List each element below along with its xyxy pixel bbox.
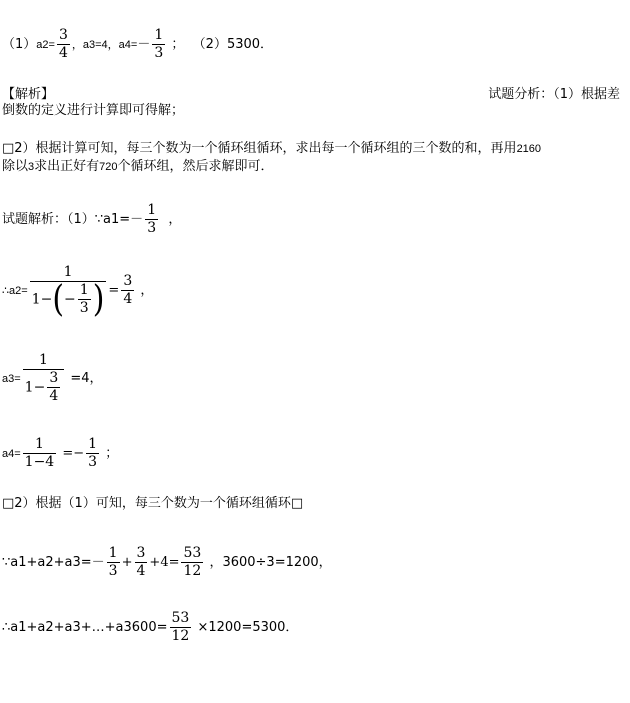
final-numerator: 53	[171, 610, 190, 626]
sum-f1-denominator: 3	[108, 563, 118, 579]
sum-plus: +	[121, 555, 133, 570]
sum-f2-numerator: 3	[136, 545, 146, 561]
sum-tail: ，3600÷3=1200，	[209, 555, 332, 570]
analysis-header: 【解析】	[2, 87, 55, 102]
step-a4-numerator: 1	[34, 436, 44, 452]
step-a4	[2, 436, 118, 471]
step-a2-label: ∴a2=	[2, 285, 28, 297]
step-a4-result-numerator: 1	[88, 436, 98, 452]
step-a3-tail: =4，	[70, 371, 103, 386]
answer-part2: （2）5300．	[192, 37, 274, 52]
a2-numerator: 3	[58, 27, 68, 43]
paren-close: )	[92, 277, 105, 320]
sum-result-fraction	[181, 545, 203, 580]
step-a2-tail: ，	[140, 283, 154, 298]
step-a4-denominator: 1−4	[24, 454, 55, 470]
sum-f2-denominator: 4	[136, 563, 146, 579]
a2-denominator: 4	[58, 45, 68, 61]
step-a4-result-denominator: 3	[88, 454, 98, 470]
answer-separator: ；	[171, 37, 185, 52]
final-denominator: 12	[171, 628, 190, 644]
sum-result-denominator: 12	[183, 563, 202, 579]
step-a3-den-prefix: 1−	[24, 379, 46, 396]
sum-label: ∵a1+a2+a3=－	[2, 555, 105, 570]
step-a2-result-denominator: 4	[123, 291, 133, 307]
a2-fraction	[57, 27, 70, 62]
a4-numerator: 1	[154, 27, 164, 43]
analysis-line-3	[2, 141, 541, 157]
analysis-right-text: 试题分析：（1）根据差	[488, 87, 620, 102]
step-a4-fraction	[23, 436, 57, 471]
a1-fraction	[145, 202, 158, 237]
analysis-line-4	[2, 159, 274, 175]
sum-line	[2, 545, 332, 580]
step-a2-inner-numerator: 1	[79, 282, 89, 298]
analysis-line-4-a: 除以	[2, 159, 29, 174]
solution-part2: □2）根据（1）可知，每三个数为一个循环组循环□	[2, 496, 304, 511]
step-a2-inner-denominator: 3	[79, 300, 89, 316]
step-a3	[2, 352, 103, 405]
solution-intro-text: 试题解析：（1）∵a1=－	[2, 212, 144, 227]
a4-fraction	[152, 27, 165, 62]
answer-part1-label: （1）	[2, 37, 37, 52]
a1-denominator: 3	[147, 220, 157, 236]
analysis-line-4-c: 求出正好有	[34, 159, 100, 174]
step-a3-inner-numerator: 3	[49, 370, 59, 386]
step-a3-inner-fraction	[47, 370, 60, 405]
analysis-number-720: 720	[99, 161, 118, 173]
analysis-line-2: 倒数的定义进行计算即可得解；	[2, 103, 185, 118]
step-a4-tail: ；	[105, 446, 119, 461]
step-a4-label: a4=	[2, 448, 21, 460]
step-a4-result	[86, 436, 99, 471]
analysis-line-3-text: □2）根据计算可知，每三个数为一个循环组循环，求出每一个循环组的三个数的和，再用	[2, 141, 517, 156]
sum-fraction-2	[135, 545, 148, 580]
analysis-number-3: 3	[28, 161, 35, 173]
a4-denominator: 3	[154, 45, 164, 61]
step-a2-numerator: 1	[63, 264, 73, 280]
analysis-line-4-e: 个循环组，然后求解即可．	[117, 159, 274, 174]
final-line	[2, 610, 298, 645]
minus-sign: －	[137, 37, 151, 52]
step-a4-equals: =−	[62, 446, 85, 461]
step-a3-label: a3=	[2, 373, 21, 385]
final-fraction	[170, 610, 192, 645]
solution-intro-tail: ，	[168, 212, 182, 227]
step-a3-inner-denominator: 4	[49, 388, 59, 404]
sum-f1-numerator: 1	[108, 545, 118, 561]
step-a3-numerator: 1	[38, 352, 48, 368]
sum-plus-four: +4=	[149, 555, 180, 570]
a3-a4-label: ，a3=4，a4=	[71, 39, 138, 51]
step-a2-inner-fraction	[78, 282, 91, 317]
step-a2-result-numerator: 3	[123, 273, 133, 289]
step-a2	[2, 264, 154, 320]
final-tail: ×1200=5300．	[197, 620, 299, 635]
paren-open: (	[52, 277, 65, 320]
step-a2-equals: =	[108, 283, 120, 298]
a2-label: a2=	[36, 39, 55, 51]
solution-intro	[2, 202, 181, 237]
step-a3-denominator	[23, 370, 65, 405]
step-a2-denominator	[30, 277, 107, 320]
step-a3-fraction	[23, 352, 65, 405]
analysis-number-2160: 2160	[516, 143, 542, 155]
sum-result-numerator: 53	[183, 545, 202, 561]
step-a2-den-prefix: 1−	[31, 291, 53, 308]
sum-fraction-1	[107, 545, 120, 580]
inner-minus: −	[64, 291, 76, 308]
step-a2-fraction	[30, 264, 107, 320]
final-label: ∴a1+a2+a3+…+a3600=	[2, 620, 168, 635]
a1-numerator: 1	[147, 202, 157, 218]
answer-line	[2, 27, 273, 62]
step-a2-result	[121, 273, 134, 308]
